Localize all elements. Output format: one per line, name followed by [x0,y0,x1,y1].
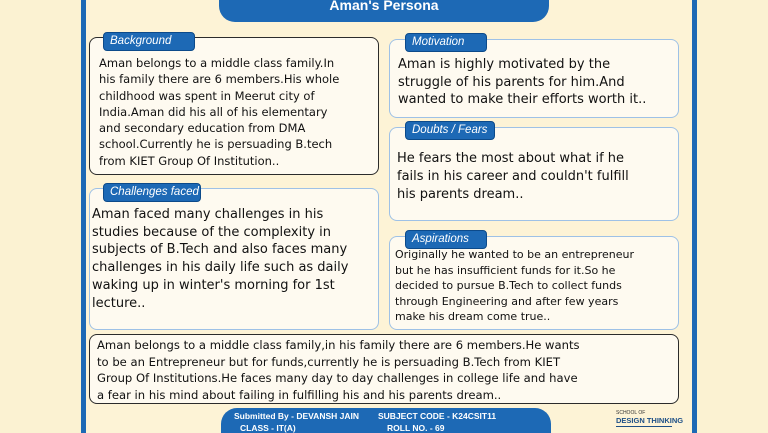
subject-code: SUBJECT CODE - K24CSIT11 [378,411,497,421]
summary-text: Aman belongs to a middle class family,in his family there are 6 members.He wants to be an Entrepreneur but for funds,currently he is persuading B.Tech from KIET Group Of Institutions.He faces many day to day challenges in college life and have a fear in his mind about failing in fulfilling his and his parents dream.. [97,338,580,402]
logo-underline [616,426,672,427]
submitted-by: Submitted By - DEVANSH JAIN [234,411,359,421]
class-info: CLASS - IT(A) [240,423,296,433]
doubts-text: He fears the most about what if he fails in his career and couldn't fulfill his parents dream.. [397,151,629,202]
challenges-text: Aman faced many challenges in his studies because of the complexity in subjects of B.Tech and also faces many challenges in his daily life such as daily waking up in winter's morning for 1st lecture.. [92,207,349,311]
motivation-text: Aman is highly motivated by the struggle of his parents for him.And wanted to make their efforts worth it.. [398,57,647,107]
background-text: Aman belongs to a middle class family.In his family there are 6 members.His whole childhood was spent in Meerut city of India.Aman did his all of his elementary and secondary education from DMA school.Currently he is persuading B.tech from KIET Group Of Institution.. [99,56,340,168]
title-banner [219,0,549,22]
challenges-label: Challenges faced [103,183,201,202]
aspirations-label: Aspirations [405,230,487,249]
page-title: Aman's Persona [329,0,439,13]
footer-banner [221,408,551,433]
background-label: Background [103,32,195,51]
logo-name: DESIGN THINKING [616,416,684,425]
logo-small-text: SCHOOL OF [616,410,646,416]
roll-no: ROLL NO. - 69 [387,423,445,433]
aspirations-text: Originally he wanted to be an entrepreneur but he has insufficient funds for it.So he decided to pursue B.Tech to collect funds through Engineering and after few years make his dream come true.. [395,248,634,324]
doubts-label: Doubts / Fears [405,121,495,140]
motivation-label: Motivation [405,33,487,52]
school-logo [616,410,684,428]
